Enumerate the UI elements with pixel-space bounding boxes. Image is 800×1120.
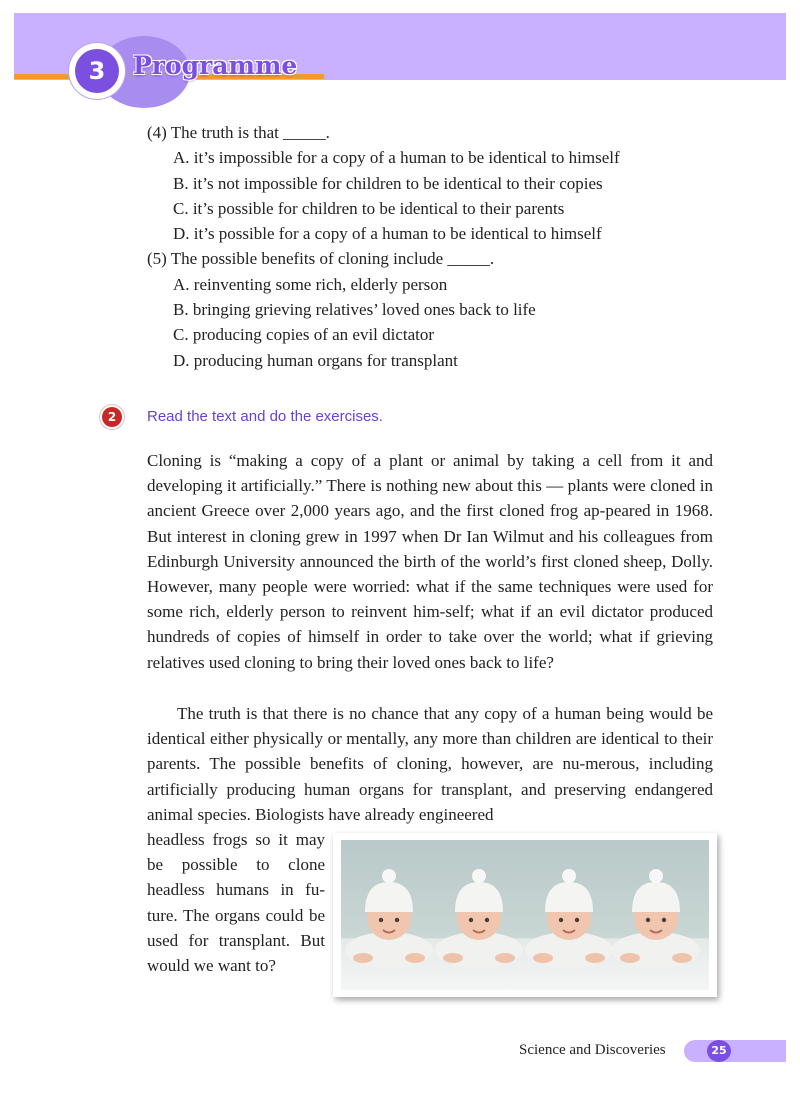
answer-option: D. producing human organs for transplant — [173, 350, 458, 370]
footer-bar — [684, 1040, 786, 1062]
answer-option: C. producing copies of an evil dictator — [173, 325, 435, 345]
question-stem: (4) The truth is that _____. — [147, 123, 330, 142]
answer-option: D. it’s possible for a copy of a human to be identical to himself — [173, 224, 602, 244]
task-instruction: Read the text and do the exercises. — [147, 408, 383, 425]
unit-number: 3 — [75, 49, 119, 93]
passage-paragraph-2: The truth is that there is no chance that any copy of a human being would be identical either physically or mentally, any more than children are identical to their parents. The possible benefits of cloning, however, are nu-merous, including artificially producing human organs for transplant, and preserving endangered animal species. Biologists have already engineered — [147, 704, 713, 824]
passage-paragraph-3: headless frogs so it may be possible to clone headless humans in fu-ture. The organs could be used for transplant. But would we want to? — [147, 830, 325, 976]
question-stem: (5) The possible benefits of cloning include _____. — [147, 249, 495, 269]
page-number: 25 — [707, 1040, 731, 1062]
cloned-babies-photo — [333, 833, 717, 997]
babies-illustration — [341, 840, 709, 990]
task-number-badge: 2 — [102, 407, 122, 427]
passage-paragraph-1: Cloning is “making a copy of a plant or animal by taking a cell from it and developing it artificially.” There is nothing new about this — plants were cloned in ancient Greece over 2,000 years ago, and the first cloned frog ap-peared in 1968. But interest in cloning grew in 1997 when Dr Ian Wilmut and his colleagues from Edinburgh University announced the birth of the world’s first cloned sheep, Dolly. However, many people were worried: what if the same techniques were used for some rich, elderly person to reinvent him-self; what if an evil dictator produced hundreds of copies of himself in order to take over the world; what if grieving relatives used cloning to bring their loved ones back to life? — [147, 451, 713, 672]
answer-option: B. bringing grieving relatives’ loved ones back to life — [173, 300, 536, 320]
footer-section-name: Science and Discoveries — [519, 1042, 666, 1058]
answer-option: C. it’s possible for children to be identical to their parents — [173, 198, 565, 218]
answer-option: A. it’s impossible for a copy of a human to be identical to himself — [173, 148, 620, 168]
answer-option: A. reinventing some rich, elderly person — [173, 274, 448, 294]
question-list — [147, 120, 747, 373]
answer-option: B. it’s not impossible for children to be identical to their copies — [173, 173, 603, 193]
section-title: Programme — [133, 51, 298, 80]
